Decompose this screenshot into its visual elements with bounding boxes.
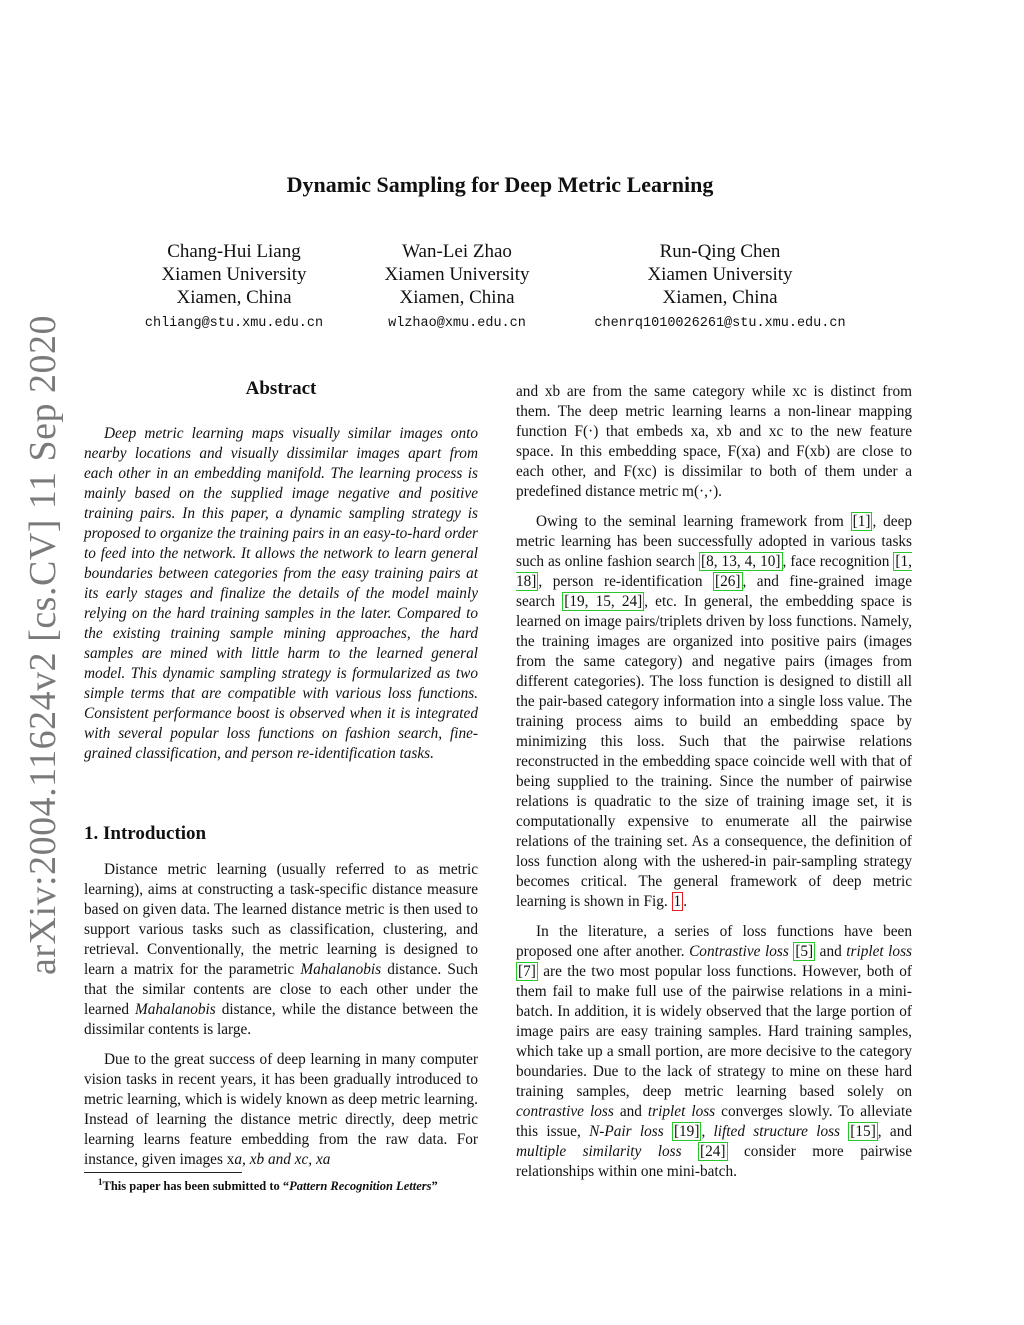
author-name: Chang-Hui Liang	[167, 241, 301, 262]
author-location: Xiamen, China	[662, 287, 778, 308]
text-run: , deep metric learning has been successfully adopted in various tasks such as online fashion search	[516, 513, 913, 570]
emphasis: lifted structure loss	[713, 1123, 841, 1140]
author-affiliation: Xiamen University	[384, 264, 530, 285]
paragraph	[84, 1050, 478, 1170]
paper-title: Dynamic Sampling for Deep Metric Learning	[286, 172, 714, 197]
text-run: , and	[877, 1123, 912, 1140]
text-run: converges slowly. To alleviate this issue,	[516, 1103, 912, 1140]
text-run: Owing to the seminal learning framework from	[536, 513, 844, 530]
text-run: and	[619, 1103, 642, 1120]
author-location: Xiamen, China	[176, 287, 292, 308]
author-name: Run-Qing Chen	[659, 241, 781, 262]
footnote-text: This paper has been submitted to “	[102, 1179, 290, 1194]
text-run: Distance metric learning (usually referred to as metric learning), aims at constructing a task-specific distance measure based on given data. The learned distance metric is then used to support various tasks such as classification, clustering, and retrieval. Conventionally, the metric learning is designed to learn a matrix for the parametric	[84, 861, 478, 978]
author-block	[580, 240, 860, 335]
introduction-left-column	[84, 860, 478, 1180]
footnote-journal: Pattern Recognition Letters	[289, 1179, 432, 1194]
text-run: and	[819, 943, 842, 960]
arxiv-stamp-text: arXiv:2004.11624v2 [cs.CV] 11 Sep 2020	[22, 314, 64, 976]
text-run: distance. Such that the similar contents are close to each other under the learned	[84, 961, 478, 1018]
citation-link[interactable]: [26]	[715, 573, 741, 590]
emphasis: Mahalanobis	[300, 961, 382, 978]
emphasis: multiple similarity loss	[516, 1143, 682, 1160]
emphasis: Mahalanobis	[135, 1001, 216, 1018]
math-run: a, xb and xc, xa	[234, 1151, 331, 1168]
author-location: Xiamen, China	[399, 287, 515, 308]
text-run: .	[683, 893, 688, 910]
text-run: , etc. In general, the embedding space is learned on image pairs/triplets driven by loss functions. Namely, the training images are organized into positive pairs (images from the same category) and negative pairs (images from different categories). The loss function is designed to distill all the pair-based category information into a single loss value. The training process aims to build an embedding space by minimizing this loss. Such that the pairwise relations reconstructed in the embedding space coincide well with that of being supplied to the training. Since the number of pairwise relations is quadratic to the size of training image set, it is computationally expensive to enumerate all the pairwise relations of the training set. As a consequence, the definition of loss function along with the ushered-in pair-sampling strategy becomes critical. The general framework of deep metric learning is shown in Fig.	[516, 593, 913, 910]
emphasis: N-Pair loss	[589, 1123, 664, 1140]
footnote-rule	[84, 1172, 242, 1173]
paragraph	[84, 860, 478, 1040]
section-heading-introduction: 1. Introduction	[84, 823, 207, 844]
emphasis: triplet loss	[846, 943, 912, 960]
footnote-text: ”	[431, 1179, 438, 1194]
arxiv-stamp	[18, 314, 68, 976]
citation-link[interactable]: [1, 18]	[516, 553, 912, 590]
paragraph	[516, 512, 912, 912]
citation-link[interactable]: [24]	[700, 1143, 726, 1160]
paragraph: and xb are from the same category while xc is distinct from them. The deep metric learning learns a non-linear mapping function F(·) that embeds xa, xb and xc to the new feature space. In this embedding space, F(xa) and F(xb) are close to each other, and F(xc) is dissimilar to both of them under a predefined distance metric m(·,·).	[516, 383, 912, 500]
citation-link[interactable]: [8, 13, 4, 10]	[701, 553, 781, 570]
citation-link[interactable]: [15]	[850, 1123, 876, 1140]
footnote	[98, 1177, 438, 1194]
text-run: , and fine-grained image search	[516, 573, 912, 610]
emphasis: triplet loss	[647, 1103, 716, 1120]
text-run: distance, while the distance between the dissimilar contents is large.	[84, 1001, 478, 1038]
citation-link[interactable]: [19, 15, 24]	[564, 593, 643, 610]
abstract-text: Deep metric learning maps visually similar images onto nearby locations and visually dissimilar images apart from each other in an embedding manifold. The learning process is mainly based on the supplied image negative and positive training pairs. In this paper, a dynamic sampling strategy is proposed to organize the training pairs in an easy-to-hard order to feed into the network. It allows the network to learn general boundaries between categories from the easy training pairs at its early stages and finalize the details of the model mainly relying on the hard training samples in the later. Compared to the existing training sample mining approaches, the hard samples are mined with little harm to the learned general model. This dynamic sampling strategy is formularized as two simple terms that are compatible with various loss functions. Consistent performance boost is observed when it is integrated with several popular loss functions on fashion search, fine-grained classification, and person re-identification tasks.	[84, 425, 478, 762]
emphasis: Contrastive loss	[689, 943, 789, 960]
author-affiliation: Xiamen University	[647, 264, 793, 285]
paragraph	[516, 922, 912, 1182]
text-run: In the literature, a series of loss functions have been proposed one after another.	[516, 923, 912, 960]
author-affiliation: Xiamen University	[161, 264, 307, 285]
emphasis: contrastive loss	[516, 1103, 614, 1120]
author-email[interactable]: wlzhao@xmu.edu.cn	[388, 316, 526, 331]
author-email[interactable]: chenrq1010026261@stu.xmu.edu.cn	[594, 316, 846, 331]
citation-link[interactable]: [1]	[852, 513, 871, 530]
figure-link[interactable]: 1	[673, 893, 682, 910]
right-column	[516, 382, 912, 1192]
text-run: are the two most popular loss functions. However, both of them fail to make full use of the pairwise relations in a mini-batch. In addition, it is widely observed that the large portion of image pairs are easy training samples. Hard training samples, which take up a small portion, are more decisive to the category boundaries. Due to the lack of strategy to mine on these hard training samples, deep metric learning based solely on	[516, 963, 912, 1100]
footnote-mark: 1	[98, 1177, 103, 1187]
author-block	[317, 240, 597, 335]
text-run: ,	[701, 1123, 706, 1140]
text-run: , person re-identification	[538, 573, 703, 590]
text-run: , face recognition	[782, 553, 890, 570]
author-email[interactable]: chliang@stu.xmu.edu.cn	[144, 316, 324, 331]
author-name: Wan-Lei Zhao	[402, 241, 512, 262]
citation-link[interactable]: [5]	[795, 943, 814, 960]
citation-link[interactable]: [7]	[518, 963, 536, 980]
text-run: consider more pairwise relationships within one mini-batch.	[516, 1143, 913, 1180]
text-run: Due to the great success of deep learning in many computer vision tasks in recent years, it has been gradually introduced to metric learning, which is widely known as deep metric learning. Instead of learning the distance metric directly, deep metric learning learns feature embedding from the raw data. For instance, given images x	[84, 1051, 478, 1168]
abstract-heading: Abstract	[245, 378, 317, 399]
abstract-body	[84, 424, 478, 774]
citation-link[interactable]: [19]	[673, 1123, 700, 1140]
